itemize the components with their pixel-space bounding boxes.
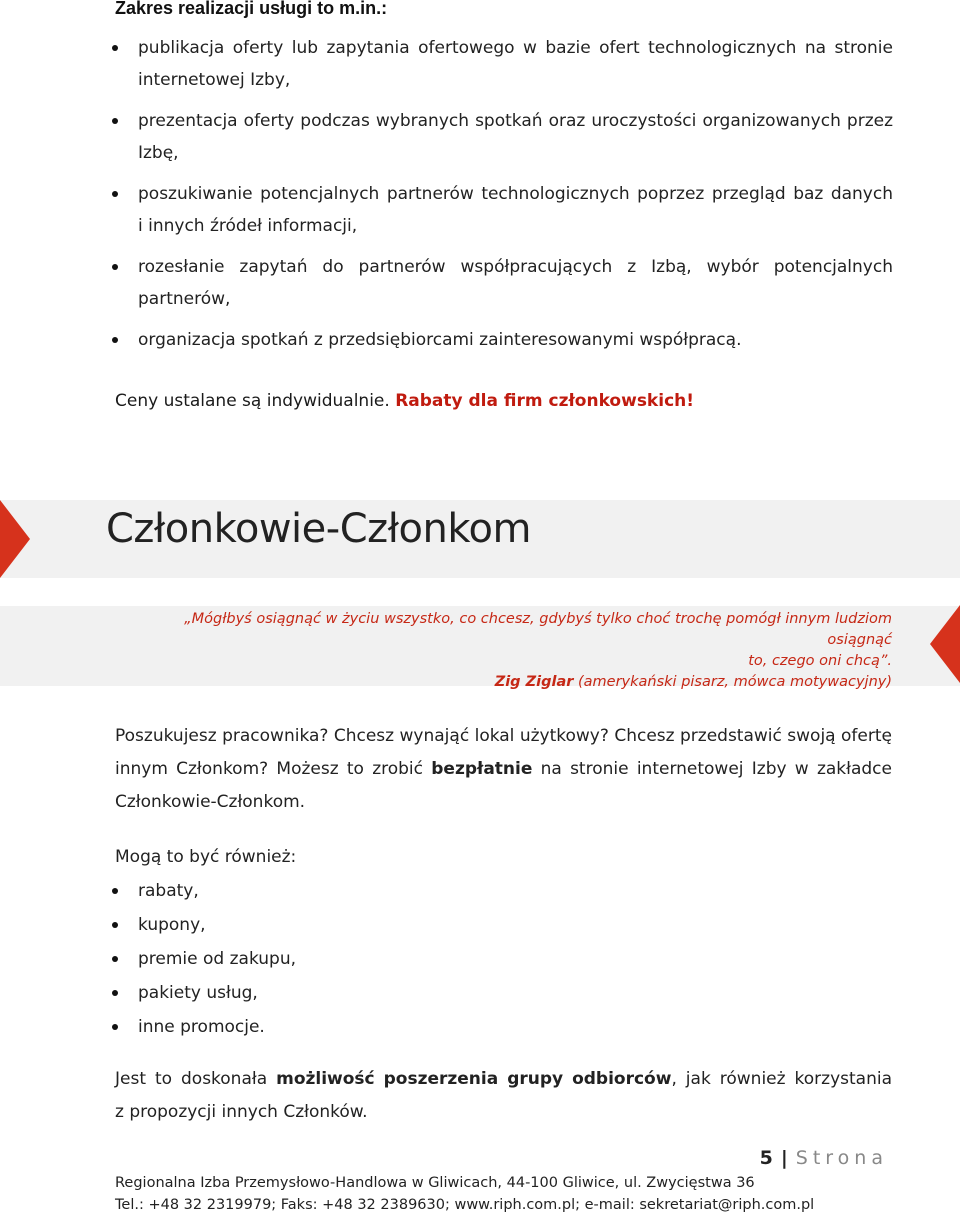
quote-author-description: (amerykański pisarz, mówca motywacyjny) (573, 674, 892, 690)
list-item: pakiety usług, (138, 976, 893, 1010)
quote-author: Zig Ziglar (494, 674, 574, 690)
page-number: 5 | Strona (759, 1147, 888, 1169)
bullet-icon (112, 888, 118, 894)
list-item: publikacja oferty lub zapytania ofertowego w bazie ofert technologicznych na stronie (138, 31, 893, 65)
members-paragraph: Poszukujesz pracownika? Chcesz wynająć lokal użytkowy? Chcesz przedstawić swoją ofertę innym Członkom? Możesz to zrobić bezpłatnie na stronie internetowej Izby w zakładce Członkowie-Członkom. (115, 726, 892, 812)
list-item-continued: i innych źródeł informacji, (138, 216, 358, 236)
prices-note: Ceny ustalane są indywidualnie. Rabaty dla firm członkowskich! (115, 391, 694, 411)
bullet-icon (112, 922, 118, 928)
bullet-icon (112, 956, 118, 962)
list-item: kupony, (138, 908, 893, 942)
bullet-icon (112, 1024, 118, 1030)
list-item: inne promocje. (138, 1010, 893, 1044)
scope-heading: Zakres realizacji usługi to m.in.: (115, 0, 388, 18)
list-item: rozesłanie zapytań do partnerów współpracujących z Izbą, wybór potencjalnych (138, 250, 893, 284)
list-item: prezentacja oferty podczas wybranych spotkań oraz uroczystości organizowanych przez (138, 104, 893, 138)
list-item: poszukiwanie potencjalnych partnerów technologicznych poprzez przegląd baz danych (138, 177, 893, 211)
bullet-icon (112, 264, 118, 270)
list-item: premie od zakupu, (138, 942, 893, 976)
section-title: Członkowie-Członkom (106, 506, 531, 552)
bullet-icon (112, 45, 118, 51)
bullet-icon (112, 191, 118, 197)
arrow-right-icon (0, 500, 30, 578)
footer-address: Regionalna Izba Przemysłowo-Handlowa w Gliwicach, 44-100 Gliwice, ul. Zwycięstwa 36 (115, 1175, 755, 1191)
arrow-left-icon (930, 605, 960, 683)
list-item: rabaty, (138, 874, 893, 908)
bullet-icon (112, 990, 118, 996)
bullet-icon (112, 118, 118, 124)
quote-attribution (130, 672, 892, 693)
quote-block (130, 609, 892, 693)
quote-text: „Mógłbyś osiągnąć w życiu wszystko, co chcesz, gdybyś tylko choć trochę pomógł innym ludziom osiągnąć (184, 611, 892, 648)
footer-contact: Tel.: +48 32 2319979; Faks: +48 32 2389630; www.riph.com.pl; e-mail: sekretariat@riph.com.pl (115, 1197, 815, 1213)
promo-intro: Mogą to być również: (115, 847, 297, 867)
list-item-continued: partnerów, (138, 289, 231, 309)
quote-text-continued: to, czego oni chcą”. (748, 653, 892, 669)
list-item: organizacja spotkań z przedsiębiorcami zainteresowanymi współpracą. (138, 323, 893, 357)
bullet-icon (112, 337, 118, 343)
list-item-continued: internetowej Izby, (138, 70, 291, 90)
closing-paragraph: Jest to doskonała możliwość poszerzenia grupy odbiorców, jak również korzystania z propozycji innych Członków. (115, 1069, 892, 1122)
list-item-continued: Izbę, (138, 143, 179, 163)
